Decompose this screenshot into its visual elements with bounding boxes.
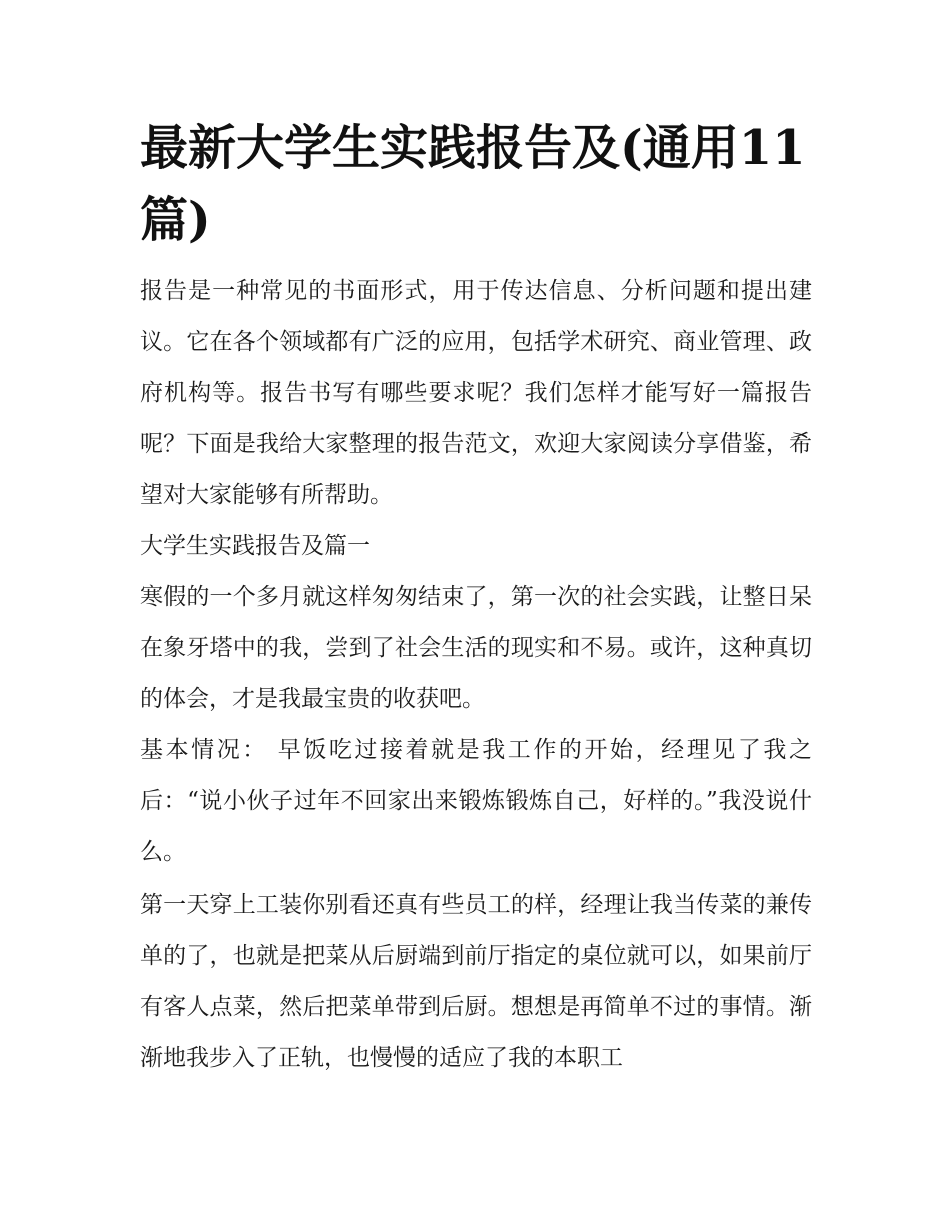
body-paragraph-1: 寒假的一个多月就这样匆匆结束了，第一次的社会实践，让整日呆在象牙塔中的我，尝到了社会生活的现实和不易。或许，这种真切的体会，才是我最宝贵的收获吧。: [140, 584, 812, 712]
intro-paragraph: 报告是一种常见的书面形式，用于传达信息、分析问题和提出建议。它在各个领域都有广泛的应用，包括学术研究、商业管理、政府机构等。报告书写有哪些要求呢？我们怎样才能写好一篇报告呢？下面是我给大家整理的报告范文，欢迎大家阅读分享借鉴，希望对大家能够有所帮助。: [140, 278, 812, 508]
document-title: 最新大学生实践报告及(通用11篇): [140, 120, 806, 248]
body-paragraph-3: 第一天穿上工装你别看还真有些员工的样，经理让我当传菜的兼传单的了，也就是把菜从后厨端到前厅指定的桌位就可以，如果前厅有客人点菜，然后把菜单带到后厨。想想是再简单不过的事情。渐渐地我步入了正轨，也慢慢的适应了我的本职工: [140, 892, 812, 1071]
section-heading: 大学生实践报告及篇一: [140, 533, 370, 559]
body-paragraph-2: 基本情况： 早饭吃过接着就是我工作的开始，经理见了我之后：“说小伙子过年不回家出来锻炼锻炼自己，好样的。”我没说什么。: [140, 737, 812, 865]
document-body: [140, 112, 812, 1084]
